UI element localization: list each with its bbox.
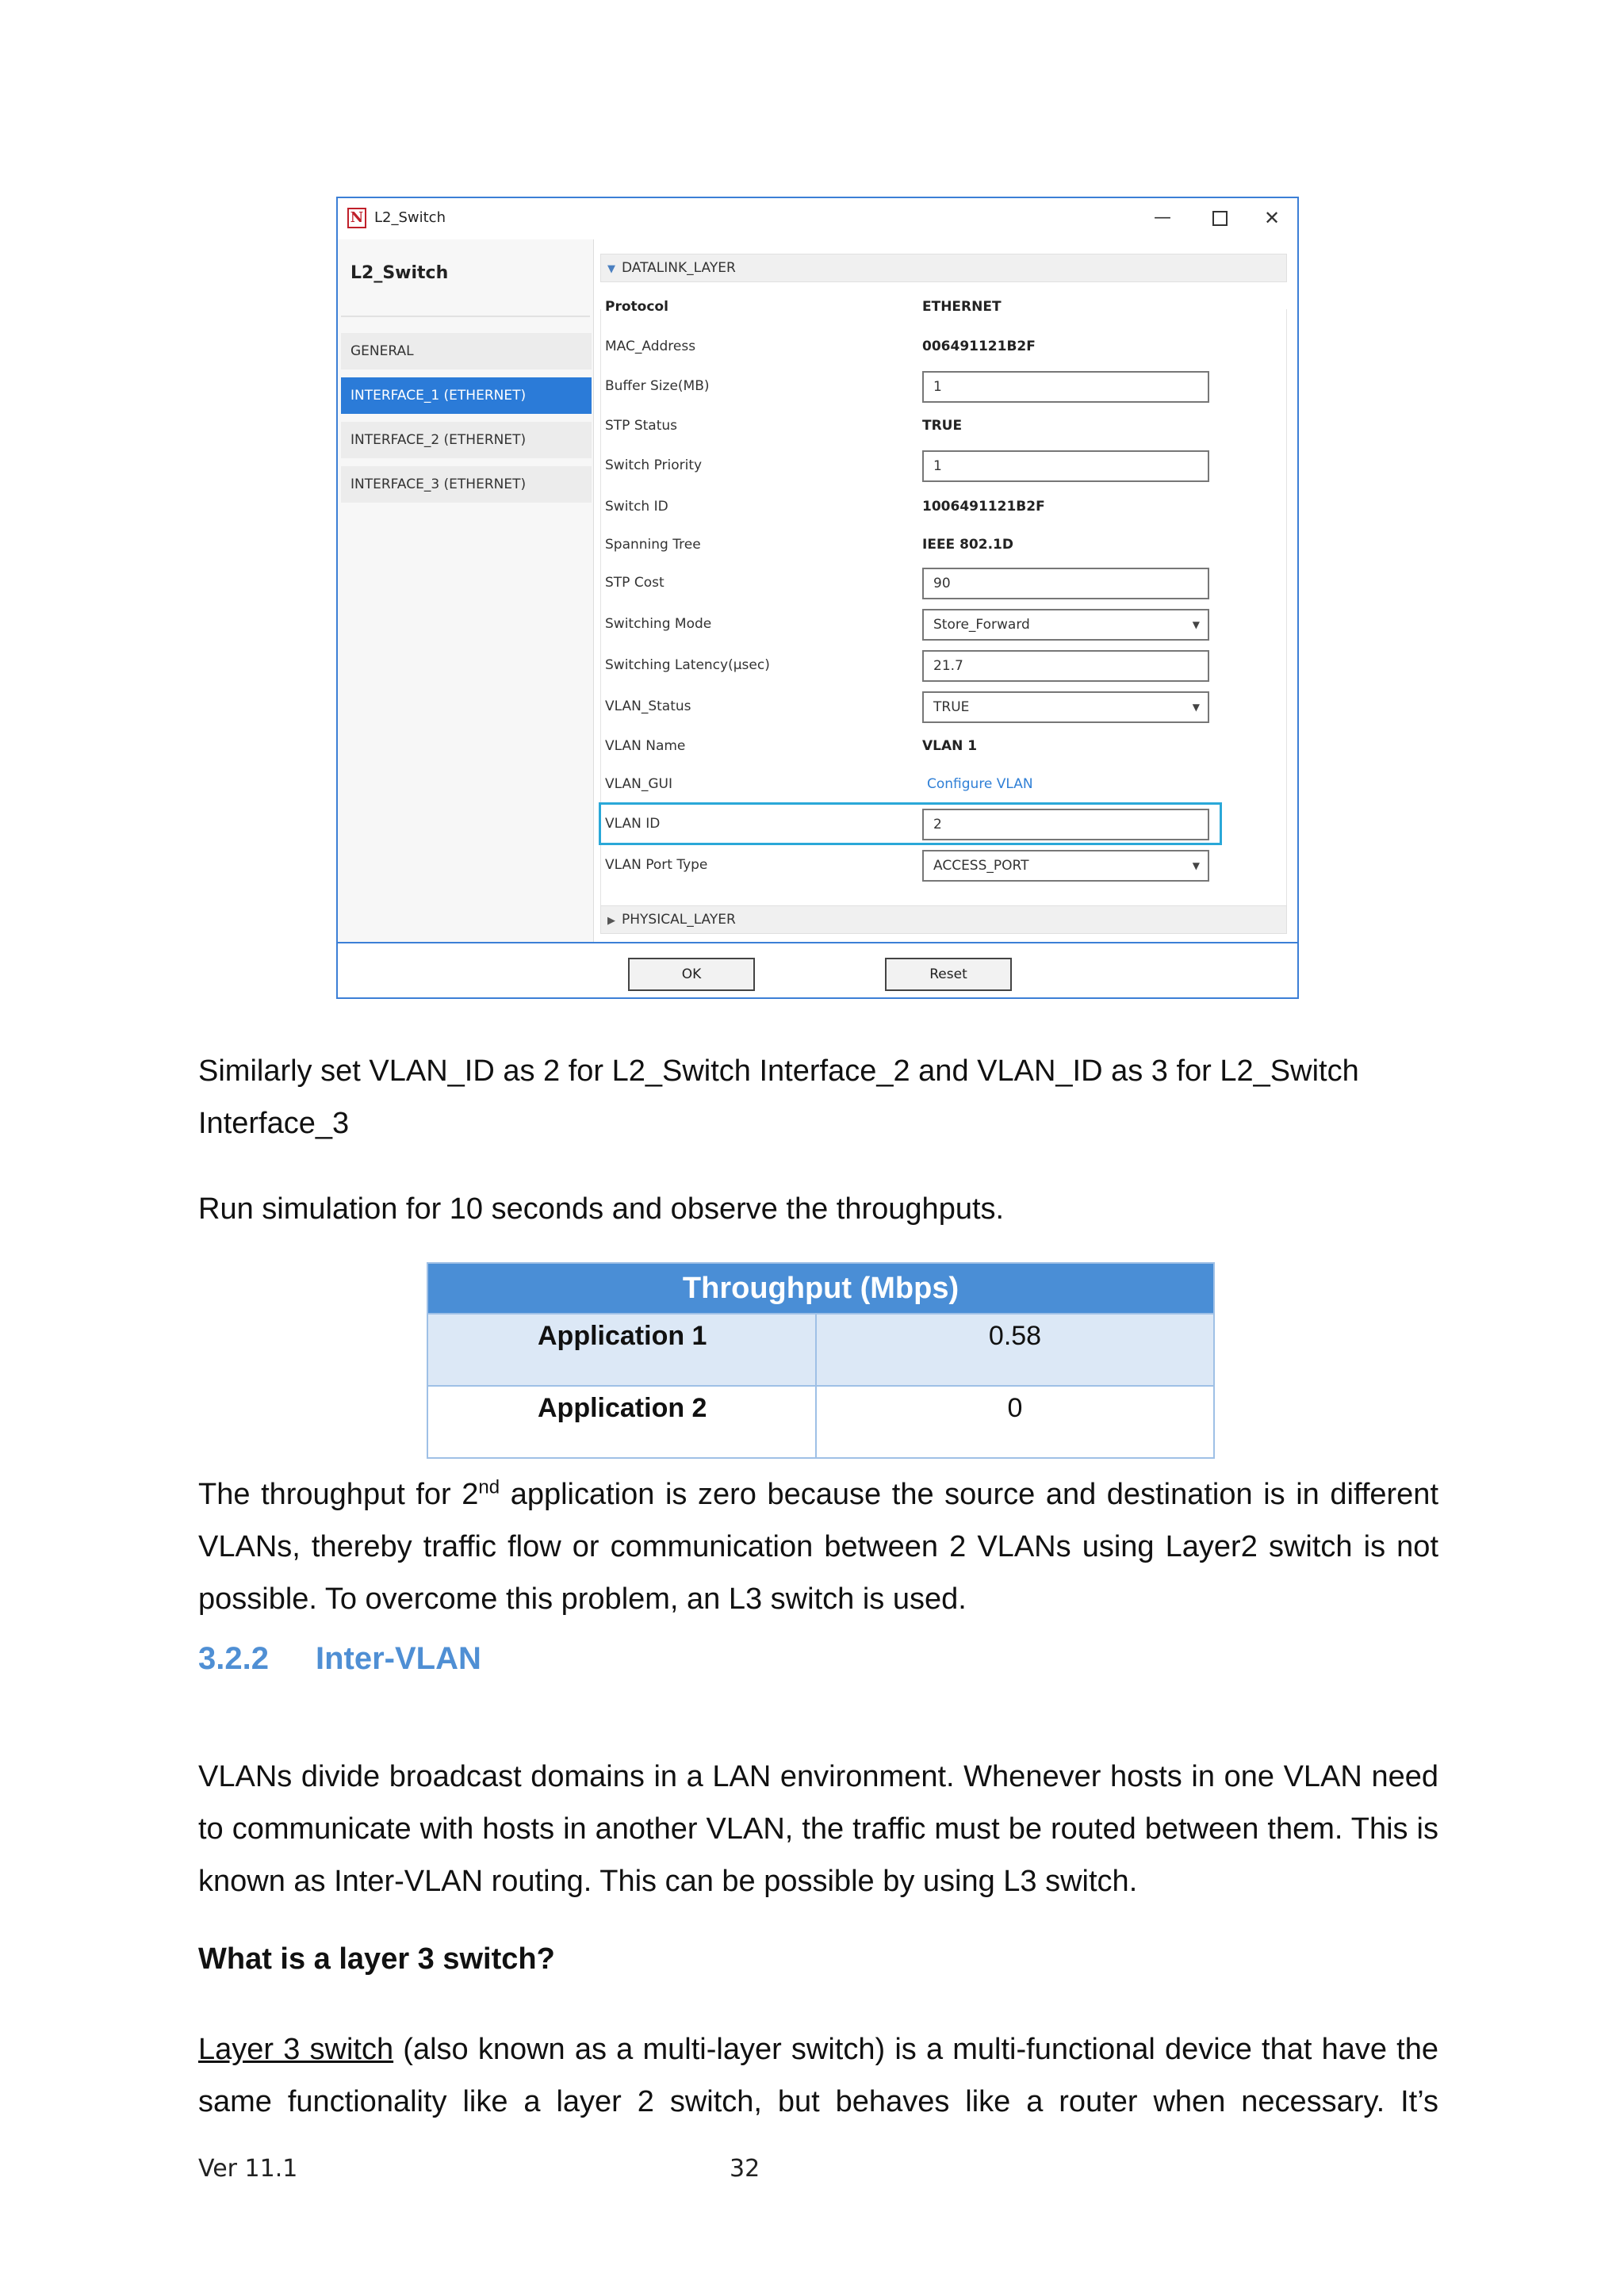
physical-layer-header[interactable] — [600, 905, 1287, 934]
prop-label: Buffer Size(MB) — [605, 378, 710, 394]
prop-vlan-status — [605, 687, 1276, 726]
section-title: Inter-VLAN — [316, 1641, 481, 1676]
prop-label: STP Status — [605, 418, 678, 434]
buffer-size-input[interactable]: 1 — [922, 371, 1209, 403]
close-icon[interactable]: ✕ — [1263, 207, 1281, 229]
question-heading: What is a layer 3 switch? — [198, 1942, 555, 1976]
select-value: Store_Forward — [933, 617, 1030, 633]
prop-stp-cost — [605, 563, 1276, 603]
ok-button[interactable]: OK — [628, 958, 755, 991]
paragraph-inter-vlan: VLANs divide broadcast domains in a LAN environment. Whenever hosts in one VLAN need to communicate with hosts in another VLAN, the traffic must be routed between them. This is known as Inter-VLAN routing. This can be possible by using L3 switch. — [198, 1760, 1438, 1898]
throughput-value: 0 — [816, 1386, 1214, 1458]
prop-switching-latency — [605, 645, 1276, 685]
throughput-value: 0.58 — [816, 1314, 1214, 1386]
prop-value: 1006491121B2F — [922, 499, 1045, 515]
footer-version: Ver 11.1 — [198, 2155, 298, 2183]
prop-label: VLAN Name — [605, 738, 686, 754]
nav-item-interface-2[interactable]: INTERFACE_2 (ETHERNET) — [341, 422, 592, 458]
prop-value: TRUE — [922, 418, 963, 434]
application-name: Application 2 — [427, 1386, 816, 1458]
table-row — [427, 1314, 1214, 1386]
section-number: 3.2.2 — [198, 1641, 269, 1676]
reset-button[interactable]: Reset — [885, 958, 1012, 991]
switching-latency-input[interactable]: 21.7 — [922, 650, 1209, 682]
paragraph-layer3-switch — [198, 2023, 1438, 2128]
text-run: (also known as a multi-layer switch) is a multi-functional device that have the same functionality like a layer 2 switch, but behaves like a router when necessary. It’s — [198, 2033, 1438, 2118]
divider — [341, 316, 590, 317]
prop-label: VLAN_GUI — [605, 776, 672, 792]
prop-label: VLAN ID — [605, 816, 661, 832]
prop-vlan-gui — [605, 764, 1276, 804]
paragraph-line: Interface_3 — [198, 1107, 350, 1140]
nav-item-interface-3[interactable]: INTERFACE_3 (ETHERNET) — [341, 466, 592, 503]
prop-value: VLAN 1 — [922, 738, 978, 754]
dialog-footer — [338, 942, 1297, 1001]
paragraph-vlan-setup — [198, 1045, 1438, 1150]
prop-label: Switching Latency(µsec) — [605, 657, 770, 673]
throughput-table — [427, 1262, 1215, 1459]
page-number: 32 — [730, 2155, 760, 2183]
select-value: TRUE — [933, 699, 970, 715]
prop-protocol — [605, 287, 1276, 327]
physical-layer-label: PHYSICAL_LAYER — [622, 912, 736, 928]
select-value: ACCESS_PORT — [933, 858, 1029, 874]
window-title: L2_Switch — [374, 209, 446, 226]
chevron-down-icon: ▼ — [1192, 702, 1200, 713]
prop-vlan-name — [605, 726, 1276, 766]
layer3-switch-link[interactable]: Layer 3 switch — [198, 2033, 394, 2066]
expand-down-icon: ▼ — [607, 263, 615, 275]
prop-label: STP Cost — [605, 575, 665, 591]
prop-switching-mode — [605, 604, 1276, 644]
nav-item-interface-1[interactable]: INTERFACE_1 (ETHERNET) — [341, 377, 592, 414]
vlan-id-input[interactable]: 2 — [922, 809, 1209, 840]
prop-label: VLAN Port Type — [605, 857, 708, 873]
table-header-row — [427, 1263, 1214, 1314]
prop-label: MAC_Address — [605, 339, 696, 354]
prop-label: Switching Mode — [605, 616, 712, 632]
text-run: The throughput for 2 — [198, 1478, 479, 1511]
table-row — [427, 1386, 1214, 1458]
left-nav-panel — [338, 239, 593, 942]
maximize-icon[interactable] — [1202, 203, 1237, 233]
vlan-status-select[interactable] — [922, 691, 1209, 723]
prop-value: 006491121B2F — [922, 339, 1036, 354]
nav-item-general[interactable]: GENERAL — [341, 333, 592, 369]
prop-mac-address — [605, 327, 1276, 366]
chevron-down-icon: ▼ — [1192, 860, 1200, 871]
switching-mode-select[interactable] — [922, 609, 1209, 641]
prop-spanning-tree — [605, 525, 1276, 564]
datalink-layer-label: DATALINK_LAYER — [622, 260, 736, 276]
paragraph-throughput-explanation — [198, 1468, 1438, 1625]
prop-buffer-size — [605, 366, 1276, 406]
l2-switch-dialog — [336, 197, 1299, 999]
switch-priority-input[interactable]: 1 — [922, 450, 1209, 482]
prop-label: Protocol — [605, 299, 668, 315]
stp-cost-input[interactable]: 90 — [922, 568, 1209, 599]
prop-vlan-port-type — [605, 845, 1276, 885]
title-bar — [338, 198, 1297, 239]
prop-label: Switch Priority — [605, 457, 703, 473]
prop-value: IEEE 802.1D — [922, 537, 1013, 553]
paragraph-run-simulation: Run simulation for 10 seconds and observe the throughputs. — [198, 1192, 1005, 1226]
paragraph-line: Similarly set VLAN_ID as 2 for L2_Switch Interface_2 and VLAN_ID as 3 for L2_Switch — [198, 1054, 1359, 1088]
table-header: Throughput (Mbps) — [427, 1263, 1214, 1314]
vlan-port-type-select[interactable] — [922, 850, 1209, 882]
application-name: Application 1 — [427, 1314, 816, 1386]
configure-vlan-link[interactable]: Configure VLAN — [927, 776, 1033, 792]
device-title: L2_Switch — [350, 263, 449, 283]
prop-switch-priority — [605, 446, 1276, 485]
prop-value: ETHERNET — [922, 299, 1002, 315]
prop-vlan-id — [605, 804, 1276, 844]
prop-label: Switch ID — [605, 499, 668, 515]
properties-panel — [593, 239, 1298, 942]
prop-label: VLAN_Status — [605, 698, 691, 714]
text-run: application is zero because the source and destination is in different VLANs, thereby traffic flow or communication between 2 VLANs using Layer2 switch is not possible. To overcome this problem, an L3 switch is used. — [198, 1478, 1438, 1616]
netsim-logo-icon: N — [347, 208, 366, 228]
expand-right-icon: ▶ — [607, 915, 615, 927]
minimize-icon[interactable]: — — [1154, 208, 1171, 228]
prop-stp-status — [605, 406, 1276, 446]
chevron-down-icon: ▼ — [1192, 619, 1200, 630]
datalink-layer-header[interactable] — [600, 254, 1287, 282]
prop-label: Spanning Tree — [605, 537, 701, 553]
superscript: nd — [478, 1476, 500, 1498]
prop-switch-id — [605, 487, 1276, 526]
section-heading — [198, 1641, 481, 1677]
